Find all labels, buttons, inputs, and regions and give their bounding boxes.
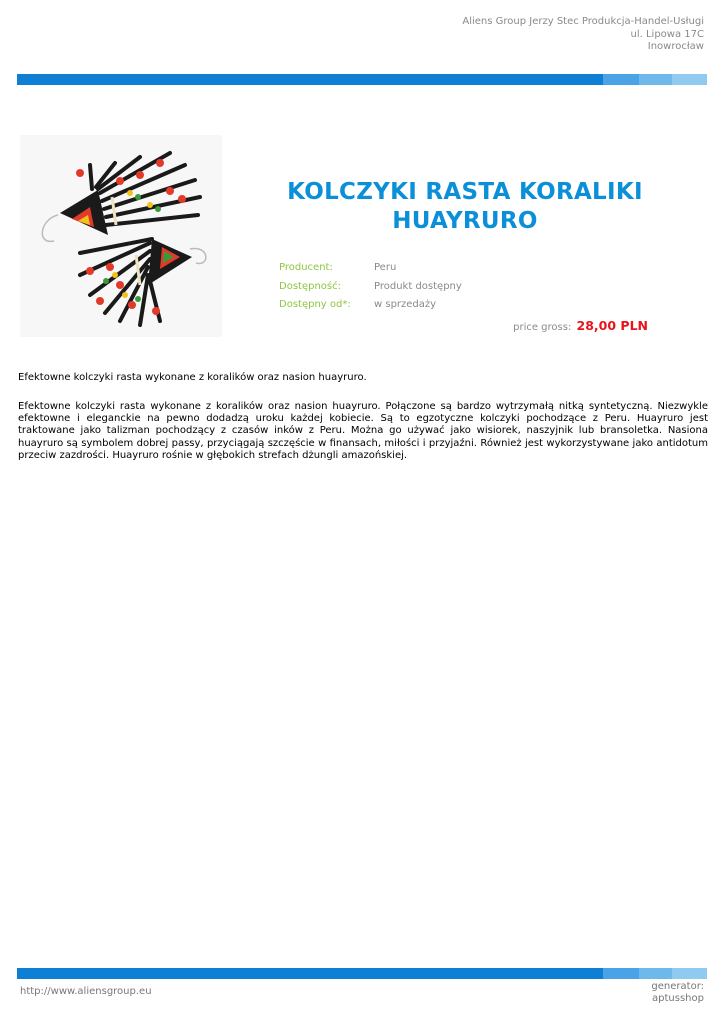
detail-row-available-from	[279, 299, 462, 318]
product-image	[20, 135, 222, 337]
footer-divider-bar	[17, 968, 707, 979]
header-divider-bar	[17, 74, 707, 85]
short-description: Efektowne kolczyki rasta wykonane z koralików oraz nasion huayruro.	[18, 372, 367, 383]
generator-name: aptusshop	[652, 993, 704, 1004]
price-amount: 28,00 PLN	[576, 318, 648, 333]
product-title: KOLCZYKI RASTA KORALIKI HUAYRURO	[287, 179, 643, 234]
detail-label: Dostępność:	[279, 280, 341, 292]
detail-label: Producent:	[279, 262, 333, 273]
long-description: Efektowne kolczyki rasta wykonane z koralików oraz nasion huayruro. Połączone są bardzo wytrzymałą nitką syntetyczną. Niezwykle efektowne i eleganckie na pewno dodadzą uroku każdej kobiecie. Są to egzotyczne kolczyki pochodzące z Peru. Huayruro jest traktowane jako talizman pochodzący z czasów inków z Peru. Można go używać jako wisiorek, naszyjnik lub bransoletka. Nasiona huayruro są symbolem dobrej passy, przyciągają szczęście w finansach, miłości i przyjaźni. Również jest wykorzystywane jako antidotum przeciw zazdrości. Huayruro rośnie w głębokich strefach dżungli amazońskiej.	[18, 401, 708, 461]
detail-row-availability	[279, 281, 462, 300]
footer-website-link[interactable]: http://www.aliensgroup.eu	[20, 986, 152, 997]
beaded-earrings-icon	[20, 135, 222, 337]
company-street: ul. Lipowa 17C	[630, 28, 704, 40]
generator-label: generator:	[651, 981, 704, 992]
detail-value: Produkt dostępny	[374, 280, 462, 292]
detail-value: Peru	[374, 262, 397, 273]
company-city: Inowrocław	[647, 41, 704, 52]
detail-label: Dostępny od*:	[279, 299, 351, 311]
detail-row-producer	[279, 262, 462, 281]
detail-value: w sprzedaży	[374, 299, 437, 311]
product-details	[279, 262, 462, 318]
company-name: Aliens Group Jerzy Stec Produkcja-Handel-Usługi	[462, 16, 704, 27]
generator-credit	[651, 981, 704, 1005]
price	[513, 318, 648, 333]
company-address	[462, 16, 704, 54]
price-label: price gross:	[513, 322, 572, 333]
